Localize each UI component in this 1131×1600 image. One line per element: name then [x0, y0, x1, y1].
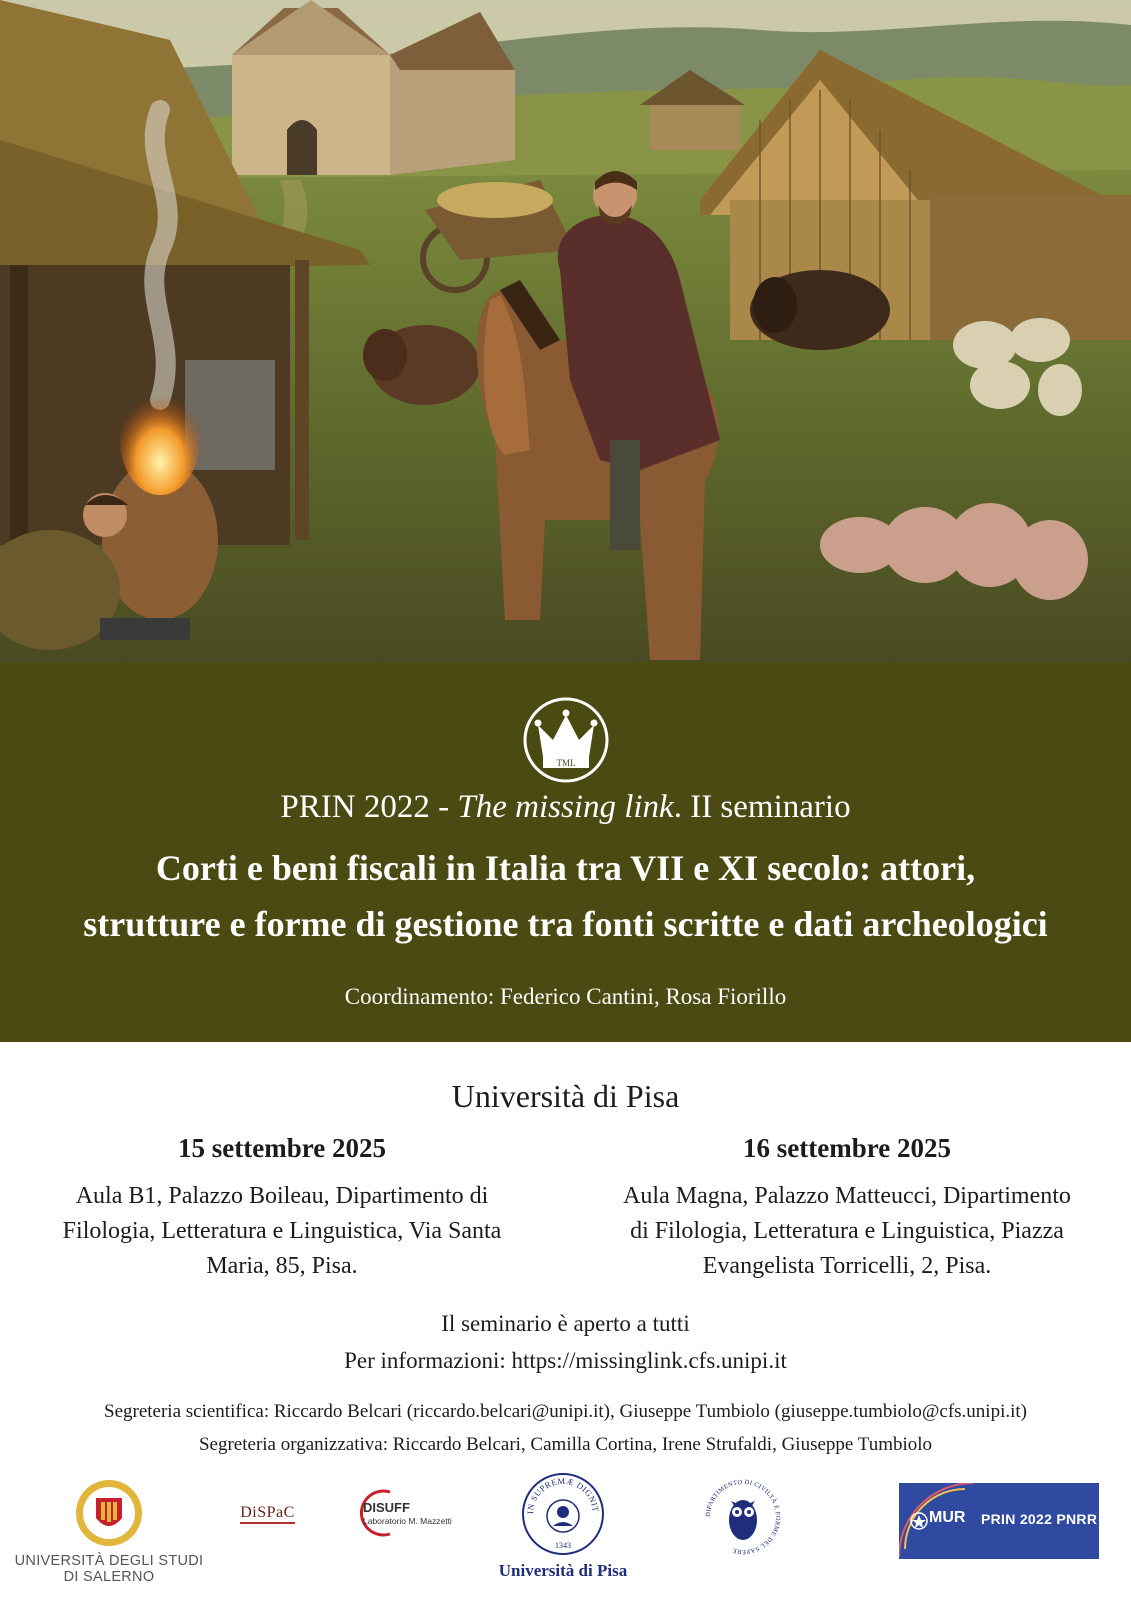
day-1-location: [12, 1179, 552, 1284]
disuff-subtitle: Laboratorio M. Mazzetti: [363, 1516, 452, 1526]
day-2-location-line: Aula Magna, Palazzo Matteucci, Dipartimento: [623, 1183, 1071, 1209]
seminar-title: [30, 840, 1101, 952]
coordination: Coordinamento: Federico Cantini, Rosa Fiorillo: [344, 984, 787, 1009]
series-prefix: PRIN 2022 -: [280, 789, 450, 825]
village-scene-image: [0, 0, 1131, 662]
tml-logo-text: TML: [556, 758, 576, 768]
unipi-seal-year: 1343: [555, 1541, 571, 1550]
unisa-name-line-2: DI SALERNO: [63, 1569, 155, 1585]
mur-prin-logo: [899, 1483, 1099, 1559]
partner-logos: [0, 1475, 1131, 1600]
title-band: [0, 662, 1131, 1042]
unipi-logo: [478, 1472, 648, 1581]
hero-illustration: [0, 0, 1131, 662]
venue-university: Università di Pisa: [451, 1078, 680, 1114]
seminar-title-line-1: Corti e beni fiscali in Italia tra VII e XI secolo: attori,: [155, 848, 976, 888]
open-to-all-note: Il seminario è aperto a tutti: [441, 1311, 690, 1336]
day-1-date: 15 settembre 2025: [178, 1133, 386, 1163]
day-2-date: 16 settembre 2025: [743, 1133, 951, 1163]
mur-text: MUR: [929, 1509, 966, 1526]
series-title: The missing link: [457, 789, 674, 825]
unipi-seal-icon: [521, 1472, 605, 1556]
series-line: [0, 787, 1131, 827]
tml-crown-logo: [521, 695, 611, 785]
day-2-location-line: Evangelista Torricelli, 2, Pisa.: [702, 1253, 992, 1279]
unisa-name-line-1: UNIVERSITÀ DEGLI STUDI: [14, 1553, 204, 1569]
day-2-location: [577, 1179, 1117, 1284]
unipi-name: Università di Pisa: [498, 1561, 628, 1580]
more-info-link[interactable]: Per informazioni: https://missinglink.cfs.unipi.it: [344, 1348, 787, 1373]
day-1-location-line: Filologia, Letteratura e Linguistica, Via Santa: [62, 1218, 502, 1244]
unipi-seal-text: IN SUPREMÆ DIGNIT: [524, 1475, 601, 1515]
scientific-secretariat: Segreteria scientifica: Riccardo Belcari (riccardo.belcari@unipi.it), Giuseppe Tumbiolo (giuseppe.tumbiolo@cfs.unipi.it): [104, 1401, 1027, 1422]
day-1-location-line: Aula B1, Palazzo Boileau, Dipartimento di: [75, 1183, 489, 1209]
cfs-owl-icon: [700, 1474, 786, 1560]
prin-pnrr-text: PRIN 2022 PNRR: [981, 1511, 1098, 1527]
series-suffix: . II seminario: [673, 789, 851, 825]
unisa-logo: [14, 1478, 204, 1585]
cfs-ring-text: DIPARTIMENTO DI CIVILTÀ E FORME DEL SAPERE: [704, 1478, 782, 1556]
cfs-department-logo: [700, 1474, 786, 1565]
dispac-text: DiSPaC: [240, 1504, 295, 1524]
seminar-title-line-2: strutture e forme di gestione tra fonti scritte e dati archeologici: [83, 904, 1048, 944]
disuff-name: DISUFF: [363, 1500, 410, 1515]
day-2-location-line: di Filologia, Letteratura e Linguistica, Piazza: [630, 1218, 1064, 1244]
unisa-seal-icon: [74, 1478, 144, 1548]
organizational-secretariat: Segreteria organizzativa: Riccardo Belcari, Camilla Cortina, Irene Strufaldi, Giuseppe Tumbiolo: [198, 1434, 933, 1455]
day-1-location-line: Maria, 85, Pisa.: [206, 1253, 358, 1279]
dispac-logo: [220, 1504, 315, 1524]
